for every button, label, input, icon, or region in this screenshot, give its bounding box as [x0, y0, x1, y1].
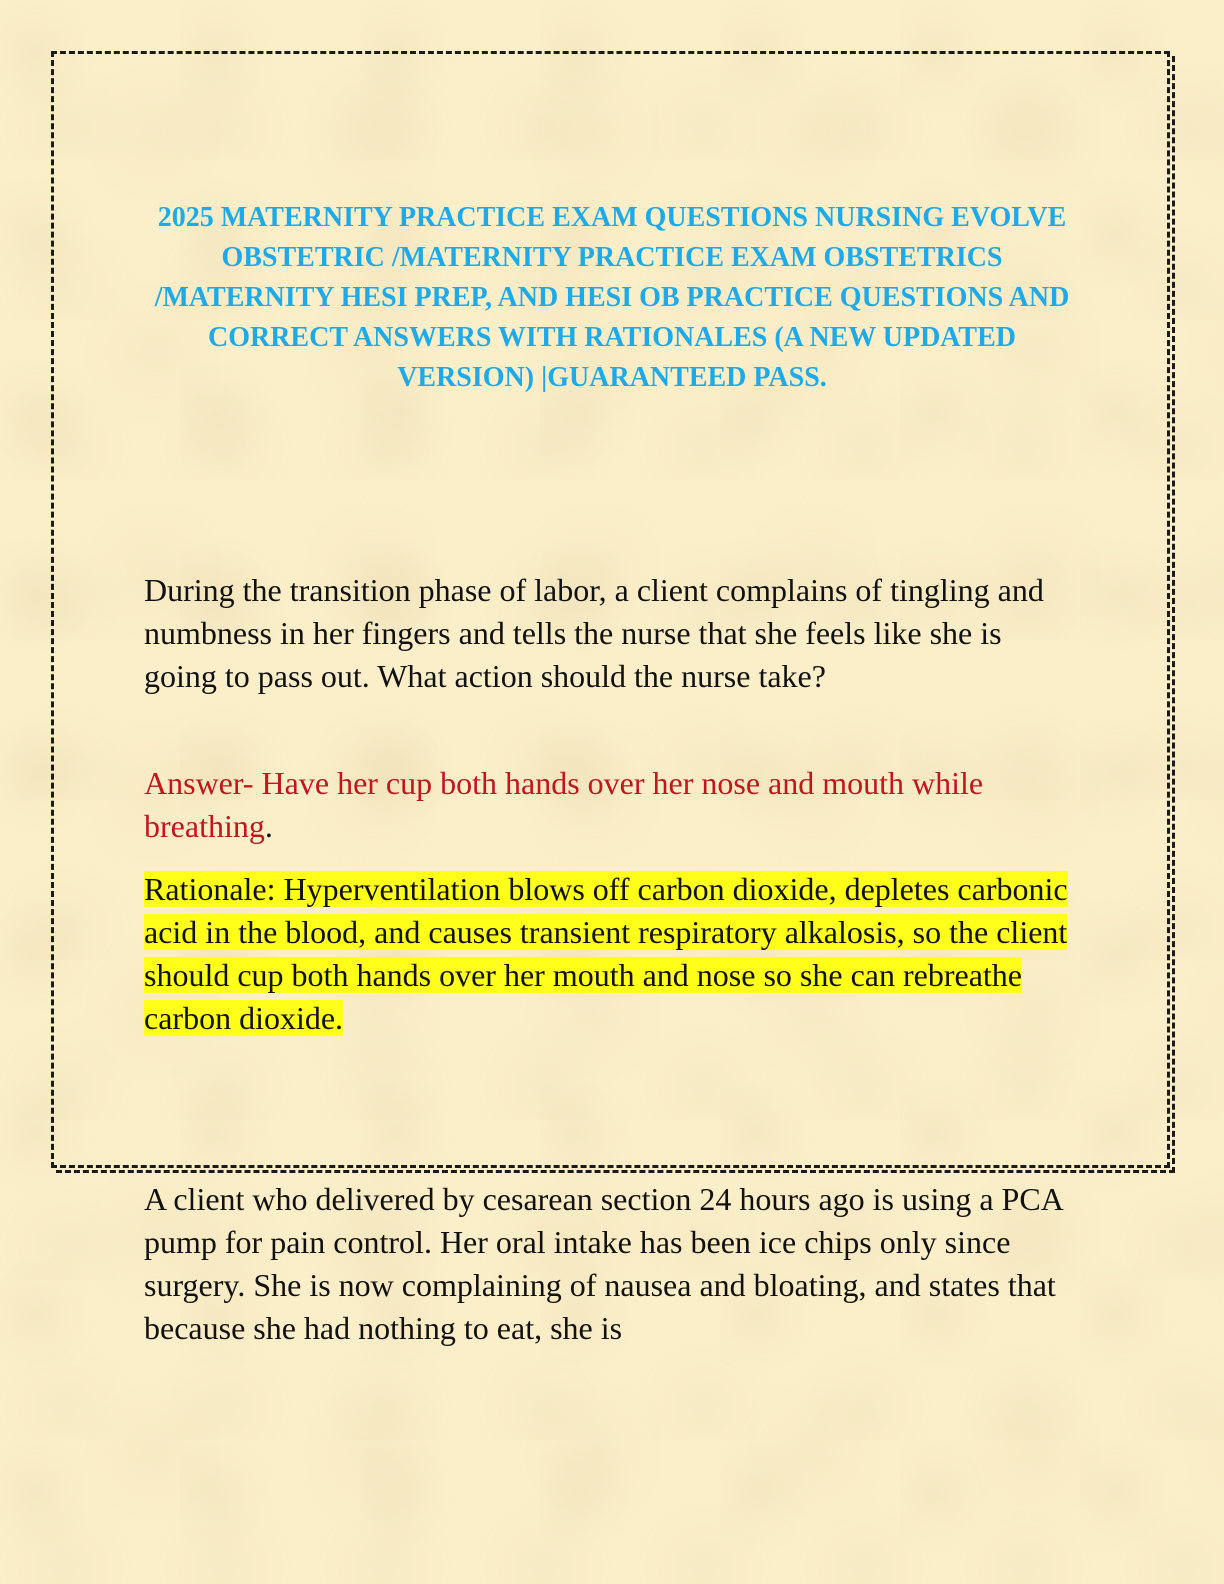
answer-text: Answer- Have her cup both hands over her nose and mouth while breathing: [144, 765, 984, 844]
question-1-text: During the transition phase of labor, a client complains of tingling and numbness in her fingers and tells the nurse that she feels like she is going to pass out. What action should the nurse take?: [144, 572, 1044, 694]
question-1-rationale: [144, 868, 1074, 1040]
question-2-text: A client who delivered by cesarean section 24 hours ago is using a PCA pump for pain control. Her oral intake has been ice chips only since surgery. She is now complaining of nausea and bloating, and states that because she had nothing to eat, she is: [144, 1181, 1063, 1346]
answer-terminal-period: .: [264, 808, 273, 844]
document-title: 2025 MATERNITY PRACTICE EXAM QUESTIONS NURSING EVOLVE OBSTETRIC /MATERNITY PRACTICE EXAM OBSTETRICS /MATERNITY HESI PREP, AND HESI OB PRACTICE QUESTIONS AND CORRECT ANSWERS WITH RATIONALES (A NEW UPDATED VERSION) |GUARANTEED PASS.: [154, 202, 1070, 393]
rationale-highlight: Rationale: Hyperventilation blows off carbon dioxide, depletes carbonic acid in the blood, and causes transient respiratory alkalosis, so the client should cup both hands over her mouth and nose so she can rebreathe carbon dioxide.: [144, 871, 1068, 1036]
question-1-answer: [144, 762, 1074, 848]
